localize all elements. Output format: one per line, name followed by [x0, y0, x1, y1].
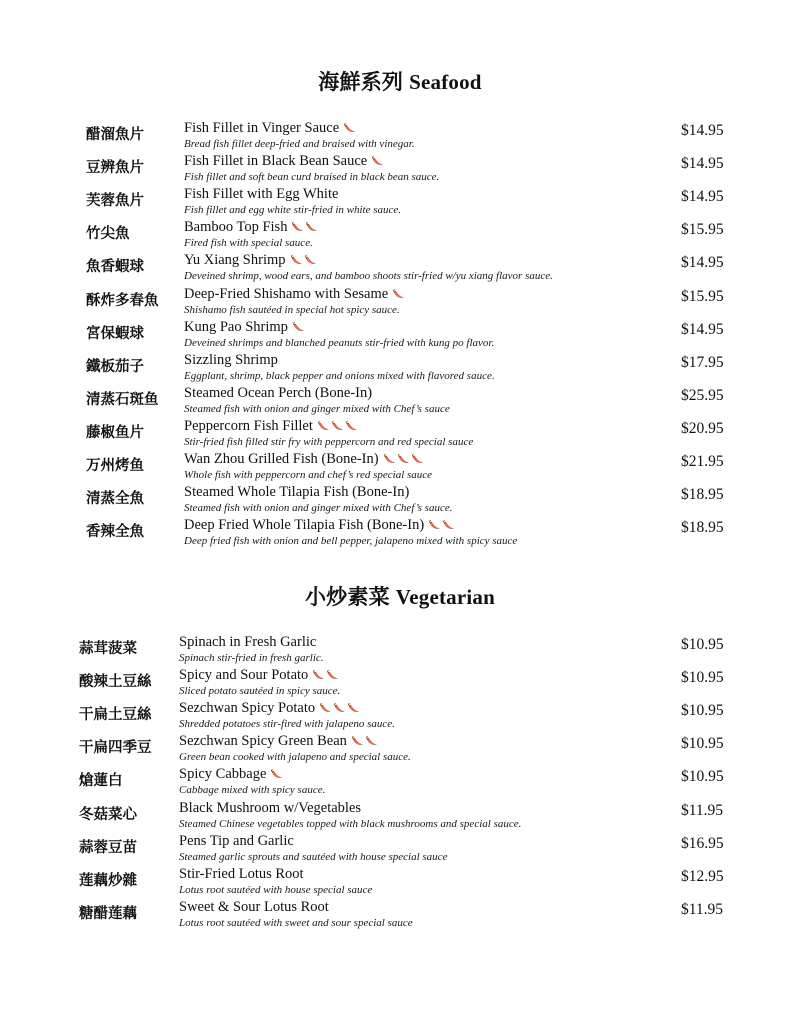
dish-description: Bread fish fillet deep-fried and braised with vinegar.: [184, 138, 415, 150]
spice-level: [317, 421, 359, 432]
dish-name-text: Spicy and Sour Potato: [179, 667, 309, 684]
spice-level: [392, 289, 406, 300]
dish-description: Deveined shrimp, wood ears, and bamboo shoots stir-fried w/yu xiang flavor sauce.: [184, 270, 553, 283]
menu-item: [0, 634, 800, 667]
dish-name: [179, 634, 316, 651]
spice-level: [343, 123, 357, 134]
dish-name-text: Pens Tip and Garlic: [179, 832, 294, 849]
chili-pepper-icon: [333, 703, 346, 714]
dish-price: $15.95: [681, 287, 724, 305]
dish-name-text: Steamed Ocean Perch (Bone-In): [184, 384, 373, 401]
dish-name-text: Sweet & Sour Lotus Root: [179, 898, 329, 915]
dish-price: $10.95: [681, 768, 724, 786]
dish-name: [179, 833, 294, 850]
menu-item: [0, 517, 800, 550]
dish-description: Steamed fish with onion and ginger mixed with Chef’s sauce.: [184, 502, 453, 515]
spice-level: [371, 156, 385, 167]
dish-name: [184, 219, 319, 236]
menu-item: [0, 700, 800, 733]
dish-name: [184, 252, 318, 269]
chili-pepper-icon: [290, 255, 303, 266]
dish-name-text: Steamed Whole Tilapia Fish (Bone-In): [184, 484, 410, 501]
chili-pepper-icon: [331, 421, 344, 432]
dish-name: [179, 733, 379, 750]
dish-price: $25.95: [681, 386, 724, 404]
dish-description: Steamed fish with onion and ginger mixed with Chef’s sauce: [184, 402, 450, 415]
dish-chinese-name: 酸辣土豆絲: [79, 674, 152, 691]
dish-price: $11.95: [681, 900, 724, 918]
dish-chinese-name: 蒜蓉豆苗: [79, 839, 137, 856]
chili-pepper-icon: [351, 736, 364, 747]
menu-item: [0, 766, 800, 799]
chili-pepper-icon: [442, 520, 455, 531]
menu-item: [0, 866, 800, 899]
dish-name: [184, 517, 456, 534]
dish-name-text: Wan Zhou Grilled Fish (Bone-In): [184, 451, 379, 467]
dish-description: Sliced potato sautéed in spicy sauce.: [179, 685, 341, 698]
dish-price: $11.95: [681, 801, 724, 819]
dish-name-text: Fish Fillet with Egg White: [184, 186, 339, 203]
vegetarian-section-title: [0, 581, 800, 611]
dish-chinese-name: 莲藕炒雜: [79, 872, 137, 889]
dish-chinese-name: 万州烤鱼: [86, 458, 144, 474]
dish-chinese-name: 芙蓉魚片: [86, 193, 144, 210]
dish-name: [184, 385, 372, 402]
dish-description: Shishamo fish sautéed in special hot spicy sauce.: [184, 303, 400, 316]
dish-description: Green bean cooked with jalapeno and special sauce.: [179, 751, 411, 764]
dish-name: [179, 866, 304, 883]
dish-chinese-name: 清蒸石斑鱼: [86, 391, 159, 408]
dish-description: Lotus root sautéed with house special sauce: [179, 883, 373, 896]
dish-chinese-name: 熗蓮白: [79, 773, 123, 790]
dish-description: Lotus root sautéed with sweet and sour special sauce: [179, 916, 413, 929]
dish-name: [184, 153, 385, 170]
dish-chinese-name: 清蒸全魚: [86, 491, 144, 508]
dish-description: Stir-fried fish filled stir fry with peppercorn and red special sauce: [184, 435, 474, 448]
dish-chinese-name: 香辣全魚: [86, 524, 144, 541]
dish-name: [184, 451, 425, 468]
dish-name-text: Fish Fillet in Black Bean Sauce: [184, 153, 368, 170]
dish-chinese-name: 藤椒鱼片: [86, 424, 144, 441]
dish-description: Shredded potatoes stir-fired with jalapeno sauce.: [179, 718, 395, 731]
dish-name: [179, 899, 329, 916]
menu-item: [0, 319, 800, 352]
dish-description: Whole fish with peppercorn and chef’s red special sauce: [184, 469, 433, 481]
dish-name-text: Deep Fried Whole Tilapia Fish (Bone-In): [184, 517, 425, 534]
menu-item: [0, 219, 800, 252]
vegetarian-title-zh: 小炒素菜: [304, 585, 390, 609]
seafood-title-zh: 海鮮系列: [318, 70, 404, 94]
dish-name: [184, 120, 357, 137]
dish-name: [184, 352, 278, 369]
seafood-title-en: Seafood: [409, 70, 482, 94]
chili-pepper-icon: [270, 769, 283, 780]
dish-name: [184, 418, 359, 435]
dish-description: Cabbage mixed with spicy sauce.: [179, 784, 326, 797]
dish-price: $17.95: [681, 353, 724, 371]
menu-item: [0, 800, 800, 833]
dish-name: [179, 800, 361, 817]
dish-description: Deveined shrimps and blanched peanuts stir-fried with kung po flavor.: [184, 336, 495, 349]
dish-price: $16.95: [681, 834, 724, 852]
dish-price: $20.95: [681, 419, 724, 437]
spice-level: [290, 255, 318, 266]
dish-name-text: Sezchwan Spicy Green Bean: [179, 733, 347, 750]
dish-chinese-name: 醋溜魚片: [86, 127, 144, 143]
dish-price: $10.95: [681, 669, 724, 687]
dish-price: $14.95: [681, 122, 724, 139]
dish-chinese-name: 竹尖魚: [86, 226, 130, 243]
dish-price: $14.95: [681, 155, 724, 173]
dish-description: Spinach stir-fried in fresh garlic.: [179, 652, 324, 664]
chili-pepper-icon: [304, 255, 317, 266]
dish-name-text: Yu Xiang Shrimp: [184, 252, 286, 269]
dish-price: $21.95: [681, 453, 724, 470]
chili-pepper-icon: [305, 222, 318, 233]
dish-name-text: Fish Fillet in Vinger Sauce: [184, 120, 340, 136]
dish-description: Steamed garlic sprouts and sautéed with house special sauce: [179, 850, 448, 863]
dish-name-text: Deep-Fried Shishamo with Sesame: [184, 285, 389, 302]
dish-chinese-name: 冬菇菜心: [79, 806, 137, 823]
chili-pepper-icon: [291, 222, 304, 233]
dish-price: $10.95: [681, 735, 724, 753]
dish-chinese-name: 糖醋莲藕: [79, 905, 137, 922]
menu-item: [0, 667, 800, 700]
dish-chinese-name: 宮保蝦球: [86, 325, 144, 342]
dish-price: $10.95: [681, 636, 724, 653]
menu-item: [0, 484, 800, 517]
chili-pepper-icon: [345, 421, 358, 432]
chili-pepper-icon: [365, 736, 378, 747]
chili-pepper-icon: [392, 289, 405, 300]
spice-level: [319, 703, 361, 714]
spice-level: [428, 520, 456, 531]
dish-chinese-name: 干扁四季豆: [79, 740, 152, 757]
dish-chinese-name: 鐵板茄子: [86, 358, 144, 375]
chili-pepper-icon: [317, 421, 330, 432]
chili-pepper-icon: [319, 703, 332, 714]
chili-pepper-icon: [343, 123, 356, 134]
dish-name: [179, 667, 340, 684]
dish-description: Eggplant, shrimp, black pepper and onions mixed with flavored sauce.: [184, 369, 495, 382]
dish-name-text: Stir-Fried Lotus Root: [179, 865, 304, 882]
dish-price: $14.95: [681, 188, 724, 206]
spice-level: [292, 322, 306, 333]
dish-price: $10.95: [681, 702, 724, 720]
menu-item: [0, 733, 800, 766]
dish-name-text: Spicy Cabbage: [179, 766, 267, 783]
spice-level: [312, 670, 340, 681]
chili-pepper-icon: [292, 322, 305, 333]
menu-item: [0, 153, 800, 186]
spice-level: [270, 769, 284, 780]
dish-name-text: Sezchwan Spicy Potato: [179, 700, 316, 717]
menu-item: [0, 418, 800, 451]
vegetarian-title-en: Vegetarian: [395, 585, 496, 609]
dish-name: [179, 766, 284, 783]
spice-level: [383, 454, 425, 465]
menu-item: [0, 352, 800, 385]
dish-name-text: Peppercorn Fish Fillet: [184, 417, 313, 434]
chili-pepper-icon: [371, 156, 384, 167]
menu-item: [0, 385, 800, 418]
dish-name-text: Bamboo Top Fish: [184, 219, 288, 236]
dish-name: [184, 286, 406, 303]
seafood-section-title: [0, 66, 800, 96]
chili-pepper-icon: [383, 454, 396, 465]
dish-description: Steamed Chinese vegetables topped with black mushrooms and special sauce.: [179, 817, 522, 830]
dish-name-text: Sizzling Shrimp: [184, 351, 278, 368]
dish-description: Deep fried fish with onion and bell pepper, jalapeno mixed with spicy sauce: [184, 535, 518, 548]
dish-price: $15.95: [681, 221, 724, 239]
menu-item: [0, 252, 800, 285]
dish-price: $14.95: [681, 254, 724, 272]
spice-level: [351, 736, 379, 747]
dish-chinese-name: 蒜茸菠菜: [79, 641, 137, 657]
menu-item: [0, 120, 800, 153]
dish-name: [184, 319, 306, 336]
chili-pepper-icon: [428, 520, 441, 531]
dish-description: Fish fillet and soft bean curd braised in black bean sauce.: [184, 171, 440, 184]
dish-description: Fish fillet and egg white stir-fried in white sauce.: [184, 204, 402, 217]
dish-chinese-name: 魚香蝦球: [86, 259, 144, 276]
dish-price: $18.95: [681, 486, 724, 504]
dish-name-text: Kung Pao Shrimp: [184, 318, 288, 335]
dish-description: Fired fish with special sauce.: [184, 237, 313, 250]
dish-chinese-name: 豆辨魚片: [86, 160, 144, 177]
menu-item: [0, 451, 800, 484]
chili-pepper-icon: [326, 670, 339, 681]
menu-item: [0, 833, 800, 866]
dish-name-text: Black Mushroom w/Vegetables: [179, 799, 362, 816]
dish-chinese-name: 干扁土豆絲: [79, 707, 152, 724]
dish-name: [184, 484, 409, 501]
dish-price: $12.95: [681, 867, 724, 885]
menu-item: [0, 286, 800, 319]
dish-name: [179, 700, 361, 717]
dish-name-text: Spinach in Fresh Garlic: [179, 634, 317, 650]
spice-level: [291, 222, 319, 233]
dish-price: $18.95: [681, 519, 724, 537]
dish-name: [184, 186, 338, 203]
dish-chinese-name: 酥炸多春魚: [86, 292, 159, 309]
dish-price: $14.95: [681, 320, 724, 338]
chili-pepper-icon: [397, 454, 410, 465]
chili-pepper-icon: [312, 670, 325, 681]
menu-item: [0, 186, 800, 219]
menu-item: [0, 899, 800, 932]
chili-pepper-icon: [411, 454, 424, 465]
chili-pepper-icon: [347, 703, 360, 714]
